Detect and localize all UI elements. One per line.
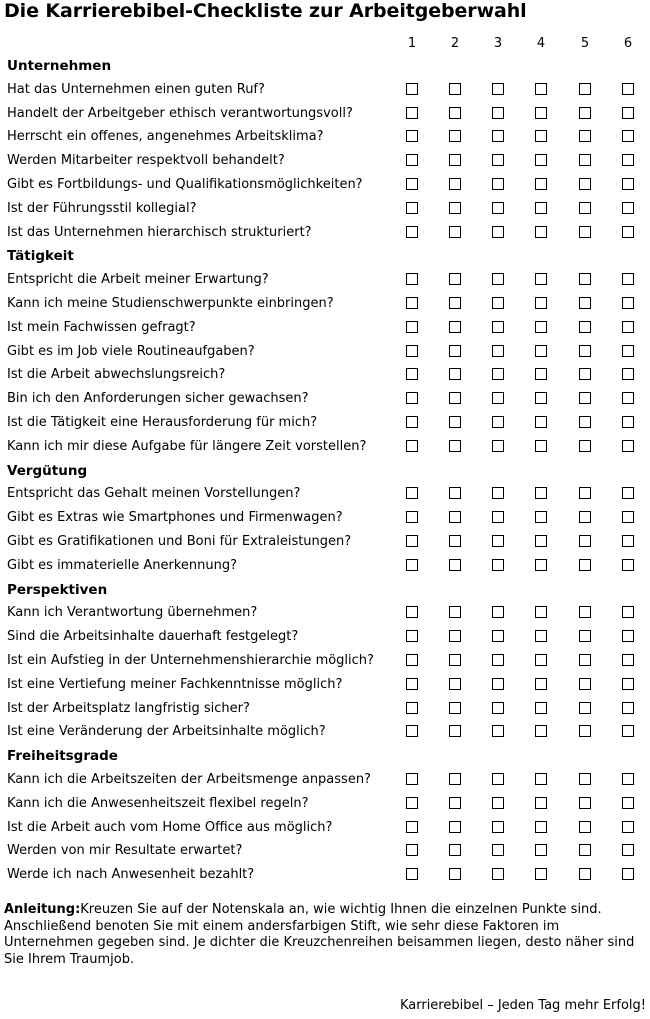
rating-checkbox-3[interactable] [492,606,504,618]
rating-checkbox-5[interactable] [579,702,591,714]
rating-checkbox-3[interactable] [492,297,504,309]
rating-checkbox-5[interactable] [579,511,591,523]
section-heading: Tätigkeit [7,248,74,265]
question-text: Werden von mir Resultate erwartet? [7,843,243,859]
rating-checkbox-1[interactable] [406,345,418,357]
rating-checkbox-2[interactable] [449,321,461,333]
question-text: Kann ich Verantwortung übernehmen? [7,605,258,621]
rating-checkbox-2[interactable] [449,797,461,809]
scale-header-2: 2 [450,36,460,51]
rating-checkbox-4[interactable] [535,178,547,190]
scale-header-5: 5 [580,36,590,51]
rating-checkbox-4[interactable] [535,678,547,690]
rating-checkbox-2[interactable] [449,654,461,666]
question-text: Entspricht die Arbeit meiner Erwartung? [7,272,269,288]
rating-checkbox-4[interactable] [535,416,547,428]
rating-checkbox-5[interactable] [579,83,591,95]
rating-checkbox-1[interactable] [406,821,418,833]
rating-checkbox-3[interactable] [492,321,504,333]
rating-checkbox-1[interactable] [406,797,418,809]
rating-checkbox-4[interactable] [535,273,547,285]
rating-checkbox-3[interactable] [492,83,504,95]
rating-checkbox-1[interactable] [406,535,418,547]
rating-checkbox-6[interactable] [622,273,634,285]
question-text: Gibt es Fortbildungs- und Qualifikationsmöglichkeiten? [7,177,363,192]
rating-checkbox-1[interactable] [406,321,418,333]
rating-checkbox-1[interactable] [406,678,418,690]
rating-checkbox-1[interactable] [406,606,418,618]
rating-checkbox-4[interactable] [535,559,547,571]
rating-checkbox-4[interactable] [535,130,547,142]
instructions [4,902,646,968]
rating-checkbox-1[interactable] [406,83,418,95]
rating-checkbox-2[interactable] [449,178,461,190]
rating-checkbox-3[interactable] [492,392,504,404]
rating-checkbox-3[interactable] [492,678,504,690]
rating-checkbox-5[interactable] [579,321,591,333]
rating-checkbox-5[interactable] [579,559,591,571]
rating-checkbox-6[interactable] [622,773,634,785]
question-text: Ist die Arbeit abwechslungsreich? [7,367,226,383]
question-text: Entspricht das Gehalt meinen Vorstellungen? [7,486,301,502]
section-heading: Perspektiven [7,581,108,598]
rating-checkbox-3[interactable] [492,107,504,119]
rating-checkbox-1[interactable] [406,107,418,119]
rating-checkbox-6[interactable] [622,345,634,357]
rating-checkbox-4[interactable] [535,773,547,785]
rating-checkbox-4[interactable] [535,321,547,333]
rating-checkbox-5[interactable] [579,678,591,690]
rating-checkbox-5[interactable] [579,226,591,238]
question-text: Werde ich nach Anwesenheit bezahlt? [7,867,255,883]
rating-checkbox-2[interactable] [449,154,461,166]
rating-checkbox-3[interactable] [492,130,504,142]
rating-checkbox-3[interactable] [492,844,504,856]
rating-checkbox-2[interactable] [449,487,461,499]
question-text: Ist das Unternehmen hierarchisch strukturiert? [7,224,312,240]
rating-checkbox-2[interactable] [449,202,461,214]
rating-checkbox-1[interactable] [406,773,418,785]
question-text: Ist die Arbeit auch vom Home Office aus möglich? [7,819,333,835]
rating-checkbox-6[interactable] [622,83,634,95]
rating-checkbox-6[interactable] [622,416,634,428]
question-text: Ist eine Vertiefung meiner Fachkenntnisse möglich? [7,676,343,692]
rating-checkbox-5[interactable] [579,416,591,428]
rating-checkbox-3[interactable] [492,773,504,785]
rating-checkbox-6[interactable] [622,511,634,523]
rating-checkbox-6[interactable] [622,844,634,856]
rating-checkbox-1[interactable] [406,368,418,380]
question-text: Sind die Arbeitsinhalte dauerhaft festgelegt? [7,629,299,645]
rating-checkbox-6[interactable] [622,297,634,309]
rating-checkbox-2[interactable] [449,630,461,642]
instructions-text: Kreuzen Sie auf der Notenskala an, wie wichtig Ihnen die einzelnen Punkte sind. Anschließend benoten Sie mit einem andersfarbigen Stift, wie sehr diese Faktoren im Unternehmen gegeben sind. Je dichter die Kreuzchenreihen beisammen liegen, desto näher sind Sie Ihrem Traumjob. [4,902,635,967]
rating-checkbox-3[interactable] [492,821,504,833]
rating-checkbox-3[interactable] [492,559,504,571]
rating-checkbox-1[interactable] [406,273,418,285]
rating-checkbox-6[interactable] [622,154,634,166]
rating-checkbox-3[interactable] [492,202,504,214]
question-text: Ist der Arbeitsplatz langfristig sicher? [7,700,250,716]
rating-checkbox-3[interactable] [492,630,504,642]
rating-checkbox-5[interactable] [579,297,591,309]
page-title: Die Karrierebibel-Checkliste zur Arbeitgeberwahl [4,0,527,22]
rating-checkbox-5[interactable] [579,773,591,785]
rating-checkbox-6[interactable] [622,725,634,737]
rating-checkbox-3[interactable] [492,416,504,428]
rating-checkbox-5[interactable] [579,654,591,666]
rating-checkbox-6[interactable] [622,821,634,833]
rating-checkbox-2[interactable] [449,107,461,119]
rating-checkbox-3[interactable] [492,487,504,499]
rating-checkbox-3[interactable] [492,345,504,357]
rating-checkbox-2[interactable] [449,226,461,238]
rating-checkbox-3[interactable] [492,797,504,809]
rating-checkbox-6[interactable] [622,226,634,238]
rating-checkbox-6[interactable] [622,321,634,333]
scale-header-3: 3 [493,36,503,51]
rating-checkbox-5[interactable] [579,844,591,856]
rating-checkbox-5[interactable] [579,535,591,547]
rating-checkbox-2[interactable] [449,844,461,856]
rating-checkbox-4[interactable] [535,83,547,95]
question-text: Ist eine Veränderung der Arbeitsinhalte möglich? [7,724,326,740]
rating-checkbox-3[interactable] [492,273,504,285]
rating-checkbox-4[interactable] [535,654,547,666]
rating-checkbox-5[interactable] [579,797,591,809]
rating-checkbox-5[interactable] [579,178,591,190]
rating-checkbox-6[interactable] [622,654,634,666]
rating-checkbox-2[interactable] [449,821,461,833]
rating-checkbox-4[interactable] [535,392,547,404]
rating-checkbox-1[interactable] [406,226,418,238]
rating-checkbox-2[interactable] [449,559,461,571]
question-text: Gibt es im Job viele Routineaufgaben? [7,343,255,359]
rating-checkbox-3[interactable] [492,440,504,452]
rating-checkbox-6[interactable] [622,487,634,499]
rating-checkbox-2[interactable] [449,702,461,714]
rating-checkbox-6[interactable] [622,702,634,714]
question-text: Hat das Unternehmen einen guten Ruf? [7,81,265,97]
rating-checkbox-3[interactable] [492,178,504,190]
rating-checkbox-3[interactable] [492,226,504,238]
rating-checkbox-2[interactable] [449,416,461,428]
rating-checkbox-4[interactable] [535,226,547,238]
rating-checkbox-5[interactable] [579,630,591,642]
rating-checkbox-6[interactable] [622,630,634,642]
rating-checkbox-4[interactable] [535,868,547,880]
rating-checkbox-3[interactable] [492,725,504,737]
rating-checkbox-1[interactable] [406,202,418,214]
question-text: Herrscht ein offenes, angenehmes Arbeitsklima? [7,129,324,145]
section-heading: Vergütung [7,462,88,479]
rating-checkbox-2[interactable] [449,606,461,618]
rating-checkbox-4[interactable] [535,535,547,547]
rating-checkbox-6[interactable] [622,130,634,142]
question-text: Kann ich mir diese Aufgabe für längere Zeit vorstellen? [7,438,367,454]
rating-checkbox-6[interactable] [622,678,634,690]
rating-checkbox-2[interactable] [449,535,461,547]
rating-checkbox-2[interactable] [449,392,461,404]
instructions-label: Anleitung: [4,902,81,917]
rating-checkbox-2[interactable] [449,130,461,142]
rating-checkbox-5[interactable] [579,725,591,737]
rating-checkbox-3[interactable] [492,868,504,880]
rating-checkbox-2[interactable] [449,511,461,523]
rating-checkbox-5[interactable] [579,392,591,404]
rating-checkbox-1[interactable] [406,392,418,404]
rating-checkbox-4[interactable] [535,702,547,714]
question-text: Gibt es Gratifikationen und Boni für Extraleistungen? [7,534,352,549]
rating-checkbox-4[interactable] [535,725,547,737]
rating-checkbox-4[interactable] [535,202,547,214]
question-text: Kann ich meine Studienschwerpunkte einbringen? [7,296,334,311]
rating-checkbox-4[interactable] [535,606,547,618]
rating-checkbox-6[interactable] [622,178,634,190]
rating-checkbox-2[interactable] [449,345,461,357]
rating-checkbox-1[interactable] [406,178,418,190]
rating-checkbox-1[interactable] [406,440,418,452]
rating-checkbox-1[interactable] [406,487,418,499]
rating-checkbox-6[interactable] [622,797,634,809]
rating-checkbox-1[interactable] [406,844,418,856]
rating-checkbox-1[interactable] [406,702,418,714]
scale-header-6: 6 [623,36,633,51]
rating-checkbox-5[interactable] [579,440,591,452]
rating-checkbox-3[interactable] [492,535,504,547]
rating-checkbox-5[interactable] [579,154,591,166]
rating-checkbox-6[interactable] [622,559,634,571]
rating-checkbox-3[interactable] [492,654,504,666]
rating-checkbox-1[interactable] [406,654,418,666]
rating-checkbox-4[interactable] [535,154,547,166]
rating-checkbox-2[interactable] [449,273,461,285]
rating-checkbox-3[interactable] [492,702,504,714]
rating-checkbox-1[interactable] [406,297,418,309]
rating-checkbox-5[interactable] [579,345,591,357]
rating-checkbox-1[interactable] [406,630,418,642]
rating-checkbox-2[interactable] [449,678,461,690]
rating-checkbox-5[interactable] [579,202,591,214]
rating-checkbox-4[interactable] [535,440,547,452]
rating-checkbox-2[interactable] [449,773,461,785]
rating-checkbox-5[interactable] [579,821,591,833]
footer-slogan: Karrierebibel – Jeden Tag mehr Erfolg! [399,998,646,1013]
rating-checkbox-3[interactable] [492,154,504,166]
rating-checkbox-3[interactable] [492,368,504,380]
rating-checkbox-4[interactable] [535,107,547,119]
rating-checkbox-2[interactable] [449,297,461,309]
rating-checkbox-4[interactable] [535,511,547,523]
rating-checkbox-1[interactable] [406,511,418,523]
section-heading: Freiheitsgrade [7,748,118,765]
rating-checkbox-6[interactable] [622,440,634,452]
question-text: Ist der Führungsstil kollegial? [7,200,197,216]
rating-checkbox-4[interactable] [535,297,547,309]
scale-header-4: 4 [536,36,546,51]
question-text: Bin ich den Anforderungen sicher gewachsen? [7,391,309,407]
rating-checkbox-4[interactable] [535,844,547,856]
rating-checkbox-4[interactable] [535,345,547,357]
rating-checkbox-1[interactable] [406,868,418,880]
rating-checkbox-5[interactable] [579,368,591,380]
question-text: Handelt der Arbeitgeber ethisch verantwortungsvoll? [7,105,353,121]
rating-checkbox-6[interactable] [622,868,634,880]
rating-checkbox-4[interactable] [535,630,547,642]
rating-checkbox-1[interactable] [406,725,418,737]
scale-header-1: 1 [407,36,417,51]
rating-checkbox-4[interactable] [535,797,547,809]
question-text: Ist die Tätigkeit eine Herausforderung für mich? [7,415,318,430]
rating-checkbox-5[interactable] [579,273,591,285]
rating-checkbox-5[interactable] [579,487,591,499]
rating-checkbox-5[interactable] [579,606,591,618]
rating-checkbox-5[interactable] [579,107,591,119]
rating-checkbox-5[interactable] [579,130,591,142]
rating-checkbox-3[interactable] [492,511,504,523]
rating-checkbox-2[interactable] [449,368,461,380]
question-text: Gibt es Extras wie Smartphones und Firmenwagen? [7,510,343,526]
rating-checkbox-4[interactable] [535,487,547,499]
rating-checkbox-6[interactable] [622,535,634,547]
question-text: Gibt es immaterielle Anerkennung? [7,557,238,573]
rating-checkbox-6[interactable] [622,202,634,214]
section-heading: Unternehmen [7,58,112,74]
question-text: Ist ein Aufstieg in der Unternehmenshierarchie möglich? [7,653,374,668]
rating-checkbox-6[interactable] [622,606,634,618]
rating-checkbox-2[interactable] [449,725,461,737]
rating-checkbox-6[interactable] [622,368,634,380]
rating-checkbox-1[interactable] [406,559,418,571]
rating-checkbox-2[interactable] [449,83,461,95]
rating-checkbox-4[interactable] [535,821,547,833]
rating-checkbox-1[interactable] [406,416,418,428]
question-text: Werden Mitarbeiter respektvoll behandelt? [7,153,285,169]
rating-checkbox-5[interactable] [579,868,591,880]
question-text: Ist mein Fachwissen gefragt? [7,319,196,335]
question-text: Kann ich die Anwesenheitszeit flexibel regeln? [7,795,309,811]
rating-checkbox-1[interactable] [406,154,418,166]
question-text: Kann ich die Arbeitszeiten der Arbeitsmenge anpassen? [7,772,371,787]
rating-checkbox-6[interactable] [622,107,634,119]
rating-checkbox-2[interactable] [449,440,461,452]
rating-checkbox-1[interactable] [406,130,418,142]
rating-checkbox-4[interactable] [535,368,547,380]
rating-checkbox-6[interactable] [622,392,634,404]
rating-checkbox-2[interactable] [449,868,461,880]
